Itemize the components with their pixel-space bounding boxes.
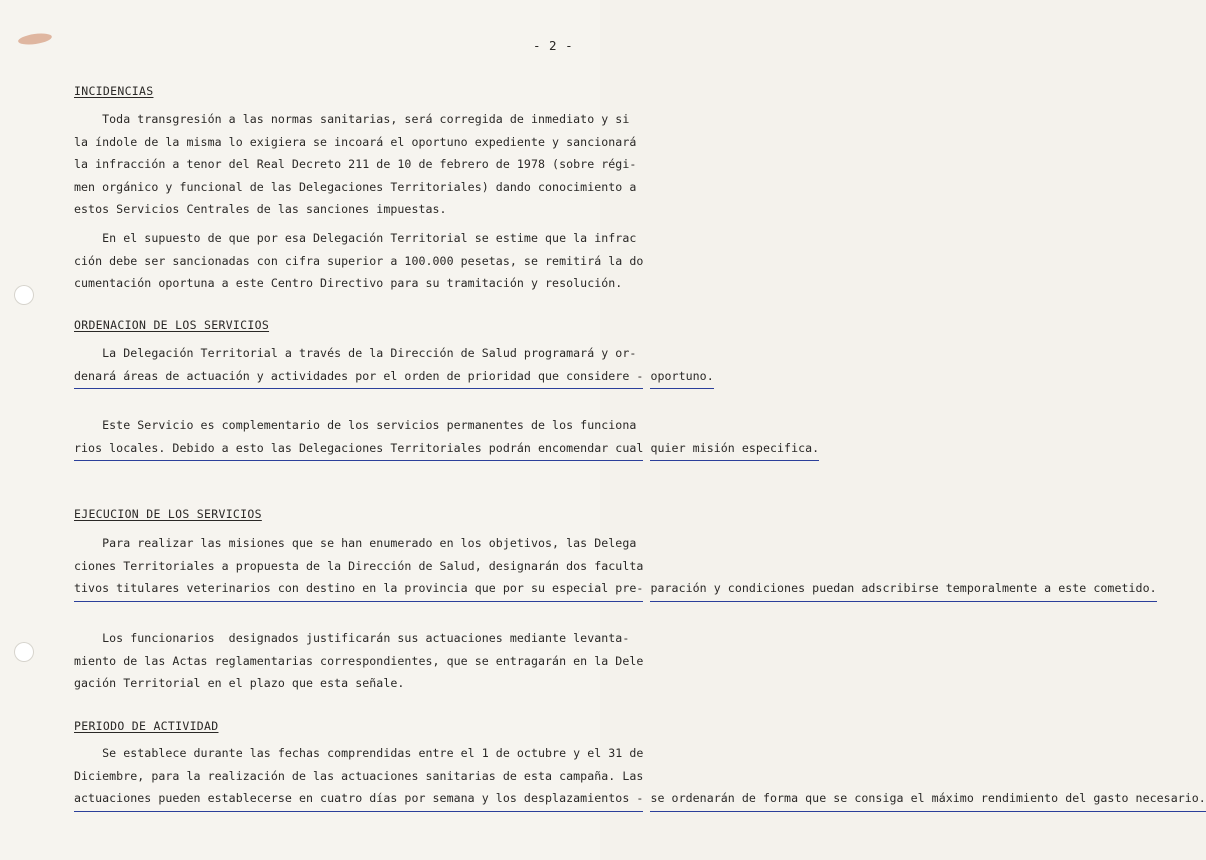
text-line: men orgánico y funcional de las Delegaciones Territoriales) dando conocimiento a (74, 179, 637, 194)
paragraph (74, 342, 714, 389)
text-line: gación Territorial en el plazo que esta señale. (74, 676, 405, 691)
text-line: Este Servicio es complementario de los servicios permanentes de los funciona (74, 418, 637, 432)
text-line: rios locales. Debido a esto las Delegaciones Territoriales podrán encomendar cual (74, 437, 643, 462)
text-line: tivos titulares veterinarios con destino en la provincia que por su especial pre- (74, 577, 643, 602)
text-line: estos Servicios Centrales de las sanciones impuestas. (74, 202, 447, 217)
paragraph (74, 414, 820, 461)
text-line: ción debe ser sancionadas con cifra superior a 100.000 pesetas, se remitirá la do (74, 253, 644, 268)
text-line: se ordenarán de forma que se consiga el máximo rendimiento del gasto necesario. (650, 787, 1205, 812)
text-line: Se establece durante las fechas comprendidas entre el 1 de octubre y el 31 de (74, 746, 644, 760)
text-line: quier misión especifica. (650, 437, 819, 462)
text-line: oportuno. (650, 365, 713, 390)
text-line: miento de las Actas reglamentarias correspondientes, que se entragarán en la Dele (74, 653, 644, 668)
punch-hole (14, 642, 34, 662)
text-line: ciones Territoriales a propuesta de la Dirección de Salud, designarán dos faculta (74, 558, 644, 573)
paragraph (74, 742, 1206, 812)
section-heading-periodo: PERIODO DE ACTIVIDAD (74, 719, 219, 733)
text-line: Toda transgresión a las normas sanitarias, será corregida de inmediato y si (74, 112, 630, 126)
paragraph (74, 532, 1157, 602)
text-line: Para realizar las misiones que se han enumerado en los objetivos, las Delega (74, 536, 637, 550)
text-line: Diciembre, para la realización de las actuaciones sanitarias de esta campaña. Las (74, 768, 644, 783)
text-line: denará áreas de actuación y actividades por el orden de prioridad que considere - (74, 365, 643, 390)
text-line: La Delegación Territorial a través de la Dirección de Salud programará y or- (74, 346, 637, 360)
text-line: En el supuesto de que por esa Delegación Territorial se estime que la infrac (74, 231, 637, 245)
text-line: cumentación oportuna a este Centro Directivo para su tramitación y resolución. (74, 276, 623, 291)
text-line: paración y condiciones puedan adscribirse temporalmente a este cometido. (650, 577, 1156, 602)
text-line: la índole de la misma lo exigiera se incoará el oportuno expediente y sancionará (74, 134, 637, 149)
paragraph (74, 627, 644, 695)
ink-stain (17, 32, 52, 47)
text-line: la infracción a tenor del Real Decreto 211 de 10 de febrero de 1978 (sobre régi- (74, 157, 637, 172)
punch-hole (14, 285, 34, 305)
text-line: actuaciones pueden establecerse en cuatro días por semana y los desplazamientos - (74, 787, 643, 812)
section-heading-incidencias: INCIDENCIAS (74, 84, 154, 98)
paragraph (74, 108, 637, 221)
section-heading-ejecucion: EJECUCION DE LOS SERVICIOS (74, 507, 262, 521)
paragraph (74, 227, 644, 295)
text-line: Los funcionarios designados justificarán sus actuaciones mediante levanta- (74, 631, 630, 645)
page-number: - 2 - (533, 38, 574, 53)
section-heading-ordenacion: ORDENACION DE LOS SERVICIOS (74, 318, 270, 332)
